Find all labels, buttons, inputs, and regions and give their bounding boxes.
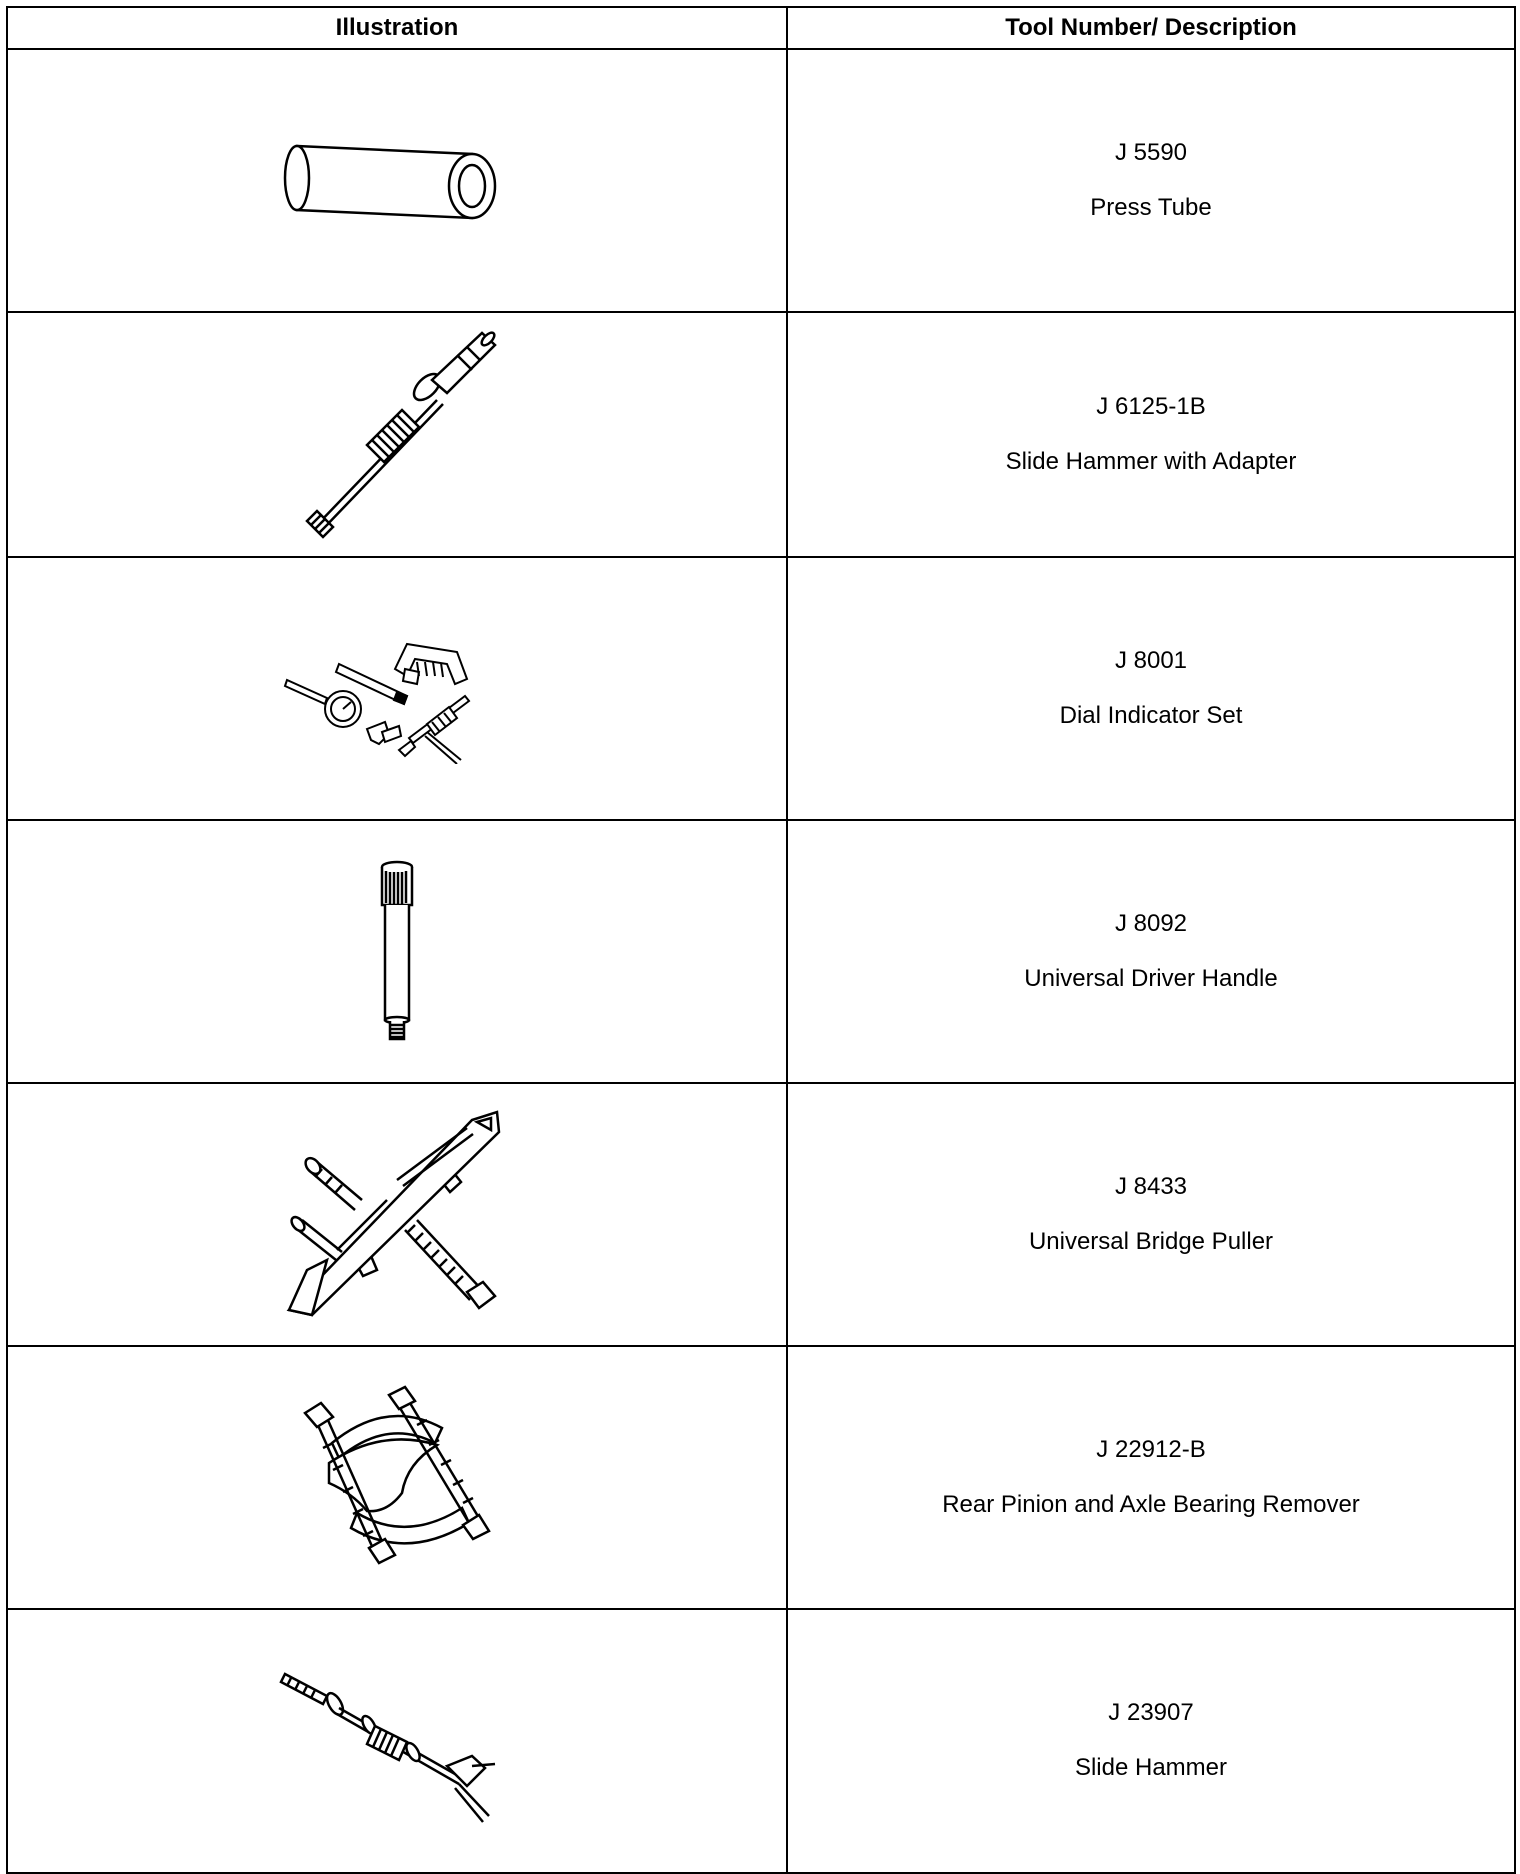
tool-number: J 23907 [1108, 1699, 1194, 1727]
tool-description: Universal Driver Handle [1024, 964, 1278, 992]
tool-cell [787, 49, 1515, 312]
header-illustration: Illustration [7, 7, 787, 49]
illustration-cell [7, 49, 787, 312]
tool-number: J 8092 [1114, 909, 1188, 937]
press-tube-icon [267, 126, 527, 236]
table-row [7, 1083, 1515, 1346]
bearing-remover-icon [277, 1383, 517, 1573]
driver-handle-icon [367, 857, 427, 1047]
tool-number: J 6125-1B [1096, 392, 1206, 420]
tool-number: J 8001 [1114, 646, 1188, 674]
illustration-cell [7, 1083, 787, 1346]
tool-cell [787, 557, 1515, 820]
tool-cell [787, 1609, 1515, 1873]
tool-cell [787, 312, 1515, 557]
tool-number: J 8433 [1114, 1172, 1188, 1200]
illustration-cell [7, 557, 787, 820]
table-row [7, 1346, 1515, 1609]
tool-cell [787, 1083, 1515, 1346]
slide-hammer-icon [277, 1656, 517, 1826]
header-tool-description: Tool Number/ Description [787, 7, 1515, 49]
table-row [7, 312, 1515, 557]
dial-indicator-set-icon [277, 614, 517, 764]
illustration-cell [7, 312, 787, 557]
special-tools-table [6, 6, 1516, 1874]
table-row [7, 820, 1515, 1083]
tool-description: Slide Hammer [1074, 1754, 1228, 1781]
tool-cell [787, 1346, 1515, 1609]
bridge-puller-icon [277, 1100, 517, 1330]
tool-description: Rear Pinion and Axle Bearing Remover [942, 1490, 1360, 1518]
tool-description: Press Tube [1090, 193, 1212, 221]
tool-number: J 22912-B [1096, 1435, 1206, 1463]
table-row [7, 49, 1515, 312]
tool-number: J 5590 [1114, 138, 1188, 166]
header-row [7, 7, 1515, 49]
tool-cell [787, 820, 1515, 1083]
table-row [7, 557, 1515, 820]
table-row [7, 1609, 1515, 1873]
illustration-cell [7, 1609, 787, 1873]
illustration-cell [7, 1346, 787, 1609]
illustration-cell [7, 820, 787, 1083]
tool-description: Universal Bridge Puller [1028, 1227, 1274, 1255]
slide-hammer-adapter-icon [267, 325, 527, 545]
tool-description: Dial Indicator Set [1059, 701, 1243, 729]
tool-description: Slide Hammer with Adapter [1005, 447, 1297, 475]
